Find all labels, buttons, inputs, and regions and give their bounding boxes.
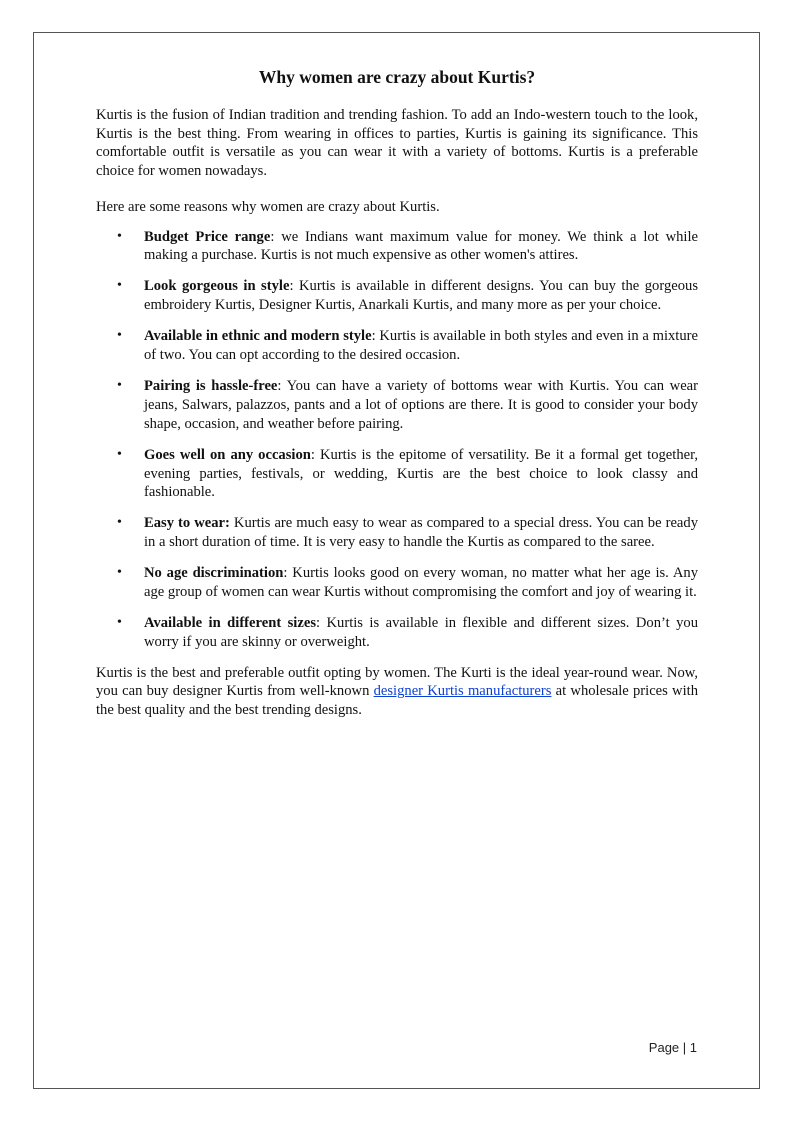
list-item: [96, 228, 698, 265]
reason-heading: Available in different sizes: [144, 615, 316, 632]
reason-heading: Look gorgeous in style: [144, 278, 290, 295]
reason-text: Kurtis are much easy to wear as compared to a special dress. You can be ready in a short duration of time. It is very easy to handle the Kurtis as compared to the saree.: [144, 515, 698, 551]
list-item: [96, 614, 698, 651]
closing-text-before: Kurtis is the best and preferable outfit opting by women. The Kurti is the ideal year-round wear. Now, you can buy designer Kurtis from well-known: [96, 664, 698, 700]
reason-text: : You can have a variety of bottoms wear with Kurtis. You can wear jeans, Salwars, palazzos, pants and a lot of options are there. It is good to consider your body shape, occasion, and weather before pairing.: [144, 378, 699, 432]
reason-heading: Easy to wear:: [144, 515, 230, 532]
reason-text: : Kurtis is available in flexible and different sizes. Don’t you worry if you are skinny or overweight.: [144, 615, 698, 650]
bullet-icon: •: [117, 378, 122, 394]
bullet-icon: •: [117, 446, 122, 462]
reason-text: : Kurtis looks good on every woman, no matter what her age is. Any age group of women can wear Kurtis without compromising the comfort and joy of wearing it.: [144, 565, 698, 601]
list-item: [96, 564, 698, 601]
reason-text: : Kurtis is available in both styles and even in a mixture of two. You can opt according to the desired occasion.: [144, 328, 698, 364]
page-number: Page | 1: [648, 1040, 697, 1055]
reasons-lead-paragraph: Here are some reasons why women are crazy about Kurtis.: [96, 198, 440, 215]
list-item: [96, 377, 698, 433]
document-body: [96, 64, 698, 720]
reason-text: : we Indians want maximum value for money. We think a lot while making a purchase. Kurtis is not much expensive as other women's attires.: [144, 228, 698, 264]
bullet-icon: •: [117, 615, 122, 631]
closing-text-after: at wholesale prices with the best quality and the best trending designs.: [96, 683, 699, 719]
reason-heading: Pairing is hassle-free: [144, 378, 278, 395]
reason-heading: Available in ethnic and modern style: [144, 328, 372, 345]
closing-paragraph: [96, 664, 698, 720]
list-item: [96, 327, 698, 364]
list-item: [96, 277, 698, 314]
bullet-icon: •: [117, 565, 122, 581]
list-item: [96, 446, 698, 502]
reason-text: : Kurtis is the epitome of versatility. Be it a formal get together, evening parties, festivals, or wedding, Kurtis are the best choice to look classy and fashionable.: [144, 446, 699, 501]
bullet-icon: •: [117, 228, 122, 244]
reason-text: : Kurtis is available in different designs. You can buy the gorgeous embroidery Kurtis, Designer Kurtis, Anarkali Kurtis, and many more as per your choice.: [144, 278, 698, 314]
bullet-icon: •: [117, 328, 122, 344]
reason-heading: Goes well on any occasion: [144, 446, 311, 463]
page-title: Why women are crazy about Kurtis?: [258, 67, 536, 87]
reason-heading: No age discrimination: [144, 565, 284, 582]
reason-heading: Budget Price range: [144, 228, 271, 245]
reasons-list: [96, 228, 698, 652]
bullet-icon: •: [117, 515, 122, 531]
intro-paragraph: Kurtis is the fusion of Indian tradition and trending fashion. To add an Indo-western touch to the look, Kurtis is the best thing. From wearing in offices to parties, Kurtis is gaining its significance. This comfortable outfit is versatile as you can wear it with a variety of bottoms. Kurtis is a preferable choice for women nowadays.: [96, 107, 698, 180]
bullet-icon: •: [117, 278, 122, 294]
manufacturers-link[interactable]: designer Kurtis manufacturers: [373, 683, 552, 700]
list-item: [96, 514, 698, 551]
